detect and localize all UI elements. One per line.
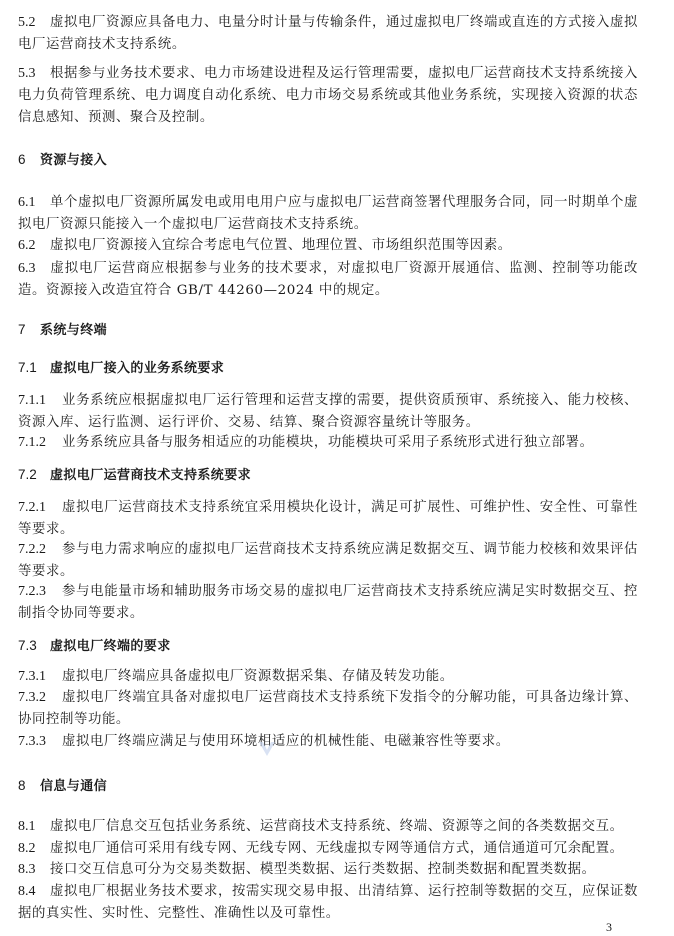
heading-text: 系统与终端: [40, 323, 108, 338]
clause-number: 7.2.3: [18, 584, 46, 599]
heading-7-1: [18, 358, 224, 379]
clause-text: 业务系统应具备与服务相适应的功能模块，功能模块可采用子系统形式进行独立部署。: [62, 435, 594, 450]
clause-number: 6.3: [18, 261, 36, 276]
clause-number: 8.4: [18, 884, 36, 899]
heading-7-2: [18, 465, 251, 486]
clause-text: 虚拟电厂运营商应根据参与业务的技术要求，对虚拟电厂资源开展通信、监测、控制等功能改造。资源接入改造宜符合 GB/T 44260—2024 中的规定。: [18, 261, 638, 298]
clause-number: 7.1.1: [18, 393, 46, 408]
clause-6-3: [18, 258, 638, 302]
heading-text: 虚拟电厂接入的业务系统要求: [50, 361, 225, 376]
heading-number: 7: [18, 322, 26, 337]
clause-number: 8.3: [18, 862, 36, 877]
clause-text: 接口交互信息可分为交易类数据、模型类数据、运行类数据、控制类数据和配置类数据。: [50, 862, 596, 877]
clause-text: 根据参与业务技术要求、电力市场建设进程及运行管理需要，虚拟电厂运营商技术支持系统接入电力负荷管理系统、电力调度自动化系统、电力市场交易系统或其他业务系统，实现接入资源的状态信息感知、预测、聚合及控制。: [18, 66, 638, 125]
page-number: 3: [606, 920, 612, 934]
clause-text: 单个虚拟电厂资源所属发电或用电用户应与虚拟电厂运营商签署代理服务合同，同一时期单个虚拟电厂资源只能接入一个虚拟电厂运营商技术支持系统。: [18, 195, 638, 232]
clause-7-3-2: [18, 687, 638, 731]
clause-text: 参与电能量市场和辅助服务市场交易的虚拟电厂运营商技术支持系统应满足实时数据交互、控制指令协同等要求。: [18, 584, 638, 621]
clause-8-3: [18, 859, 638, 881]
heading-number: 7.2: [18, 467, 37, 482]
clause-8-1: [18, 816, 638, 838]
clause-text: 虚拟电厂资源接入宜综合考虑电气位置、地理位置、市场组织范围等因素。: [50, 238, 512, 253]
clause-number: 6.2: [18, 238, 36, 253]
clause-text: 虚拟电厂运营商技术支持系统宜采用模块化设计，满足可扩展性、可维护性、安全性、可靠性等要求。: [18, 500, 638, 537]
clause-6-1: [18, 192, 638, 236]
clause-number: 8.2: [18, 841, 36, 856]
heading-text: 信息与通信: [40, 779, 108, 794]
clause-7-1-1: [18, 390, 638, 434]
clause-8-2: [18, 838, 638, 860]
clause-text: 虚拟电厂终端应具备虚拟电厂资源数据采集、存储及转发功能。: [62, 669, 454, 684]
clause-text: 虚拟电厂终端宜具备对虚拟电厂运营商技术支持系统下发指令的分解功能，可具备边缘计算、协同控制等功能。: [18, 690, 638, 727]
clause-number: 7.2.2: [18, 542, 46, 557]
heading-number: 7.1: [18, 360, 37, 375]
clause-number: 6.1: [18, 195, 36, 210]
clause-text: 参与电力需求响应的虚拟电厂运营商技术支持系统应满足数据交互、调节能力校核和效果评估等要求。: [18, 542, 638, 579]
clause-text: 虚拟电厂信息交互包括业务系统、运营商技术支持系统、终端、资源等之间的各类数据交互。: [50, 819, 624, 834]
clause-5-2: [18, 12, 638, 56]
clause-number: 7.2.1: [18, 500, 46, 515]
heading-number: 7.3: [18, 638, 37, 653]
clause-7-2-2: [18, 539, 638, 583]
heading-text: 资源与接入: [40, 153, 108, 168]
clause-7-1-2: [18, 432, 638, 454]
heading-7: [18, 320, 107, 341]
clause-8-4: [18, 881, 638, 925]
clause-number: 5.3: [18, 66, 36, 81]
clause-6-2: [18, 235, 638, 257]
clause-5-3: [18, 63, 638, 129]
clause-number: 8.1: [18, 819, 36, 834]
clause-7-3-3: [18, 731, 638, 753]
heading-number: 8: [18, 778, 26, 793]
heading-6: [18, 150, 107, 171]
clause-number: 7.3.3: [18, 734, 46, 749]
clause-text: 虚拟电厂根据业务技术要求，按需实现交易申报、出清结算、运行控制等数据的交互，应保证数据的真实性、实时性、完整性、准确性以及可靠性。: [18, 884, 638, 921]
clause-text: 虚拟电厂通信可采用有线专网、无线专网、无线虚拟专网等通信方式，通信通道可冗余配置。: [50, 841, 624, 856]
heading-text: 虚拟电厂终端的要求: [50, 639, 171, 654]
clause-7-3-1: [18, 666, 638, 688]
clause-number: 7.3.2: [18, 690, 46, 705]
heading-text: 虚拟电厂运营商技术支持系统要求: [50, 468, 252, 483]
clause-7-2-1: [18, 497, 638, 541]
clause-text: 业务系统应根据虚拟电厂运行管理和运营支撑的需要，提供资质预审、系统接入、能力校核、资源入库、运行监测、运行评价、交易、结算、聚合资源容量统计等服务。: [18, 393, 638, 430]
clause-text: 虚拟电厂终端应满足与使用环境相适应的机械性能、电磁兼容性等要求。: [62, 734, 510, 749]
heading-number: 6: [18, 152, 26, 167]
watermark-logo-icon: [256, 738, 278, 760]
clause-number: 5.2: [18, 15, 36, 30]
heading-8: [18, 776, 107, 797]
clause-7-2-3: [18, 581, 638, 625]
heading-7-3: [18, 636, 171, 657]
clause-number: 7.1.2: [18, 435, 46, 450]
clause-text: 虚拟电厂资源应具备电力、电量分时计量与传输条件，通过虚拟电厂终端或直连的方式接入虚拟电厂运营商技术支持系统。: [18, 15, 638, 52]
clause-number: 7.3.1: [18, 669, 46, 684]
